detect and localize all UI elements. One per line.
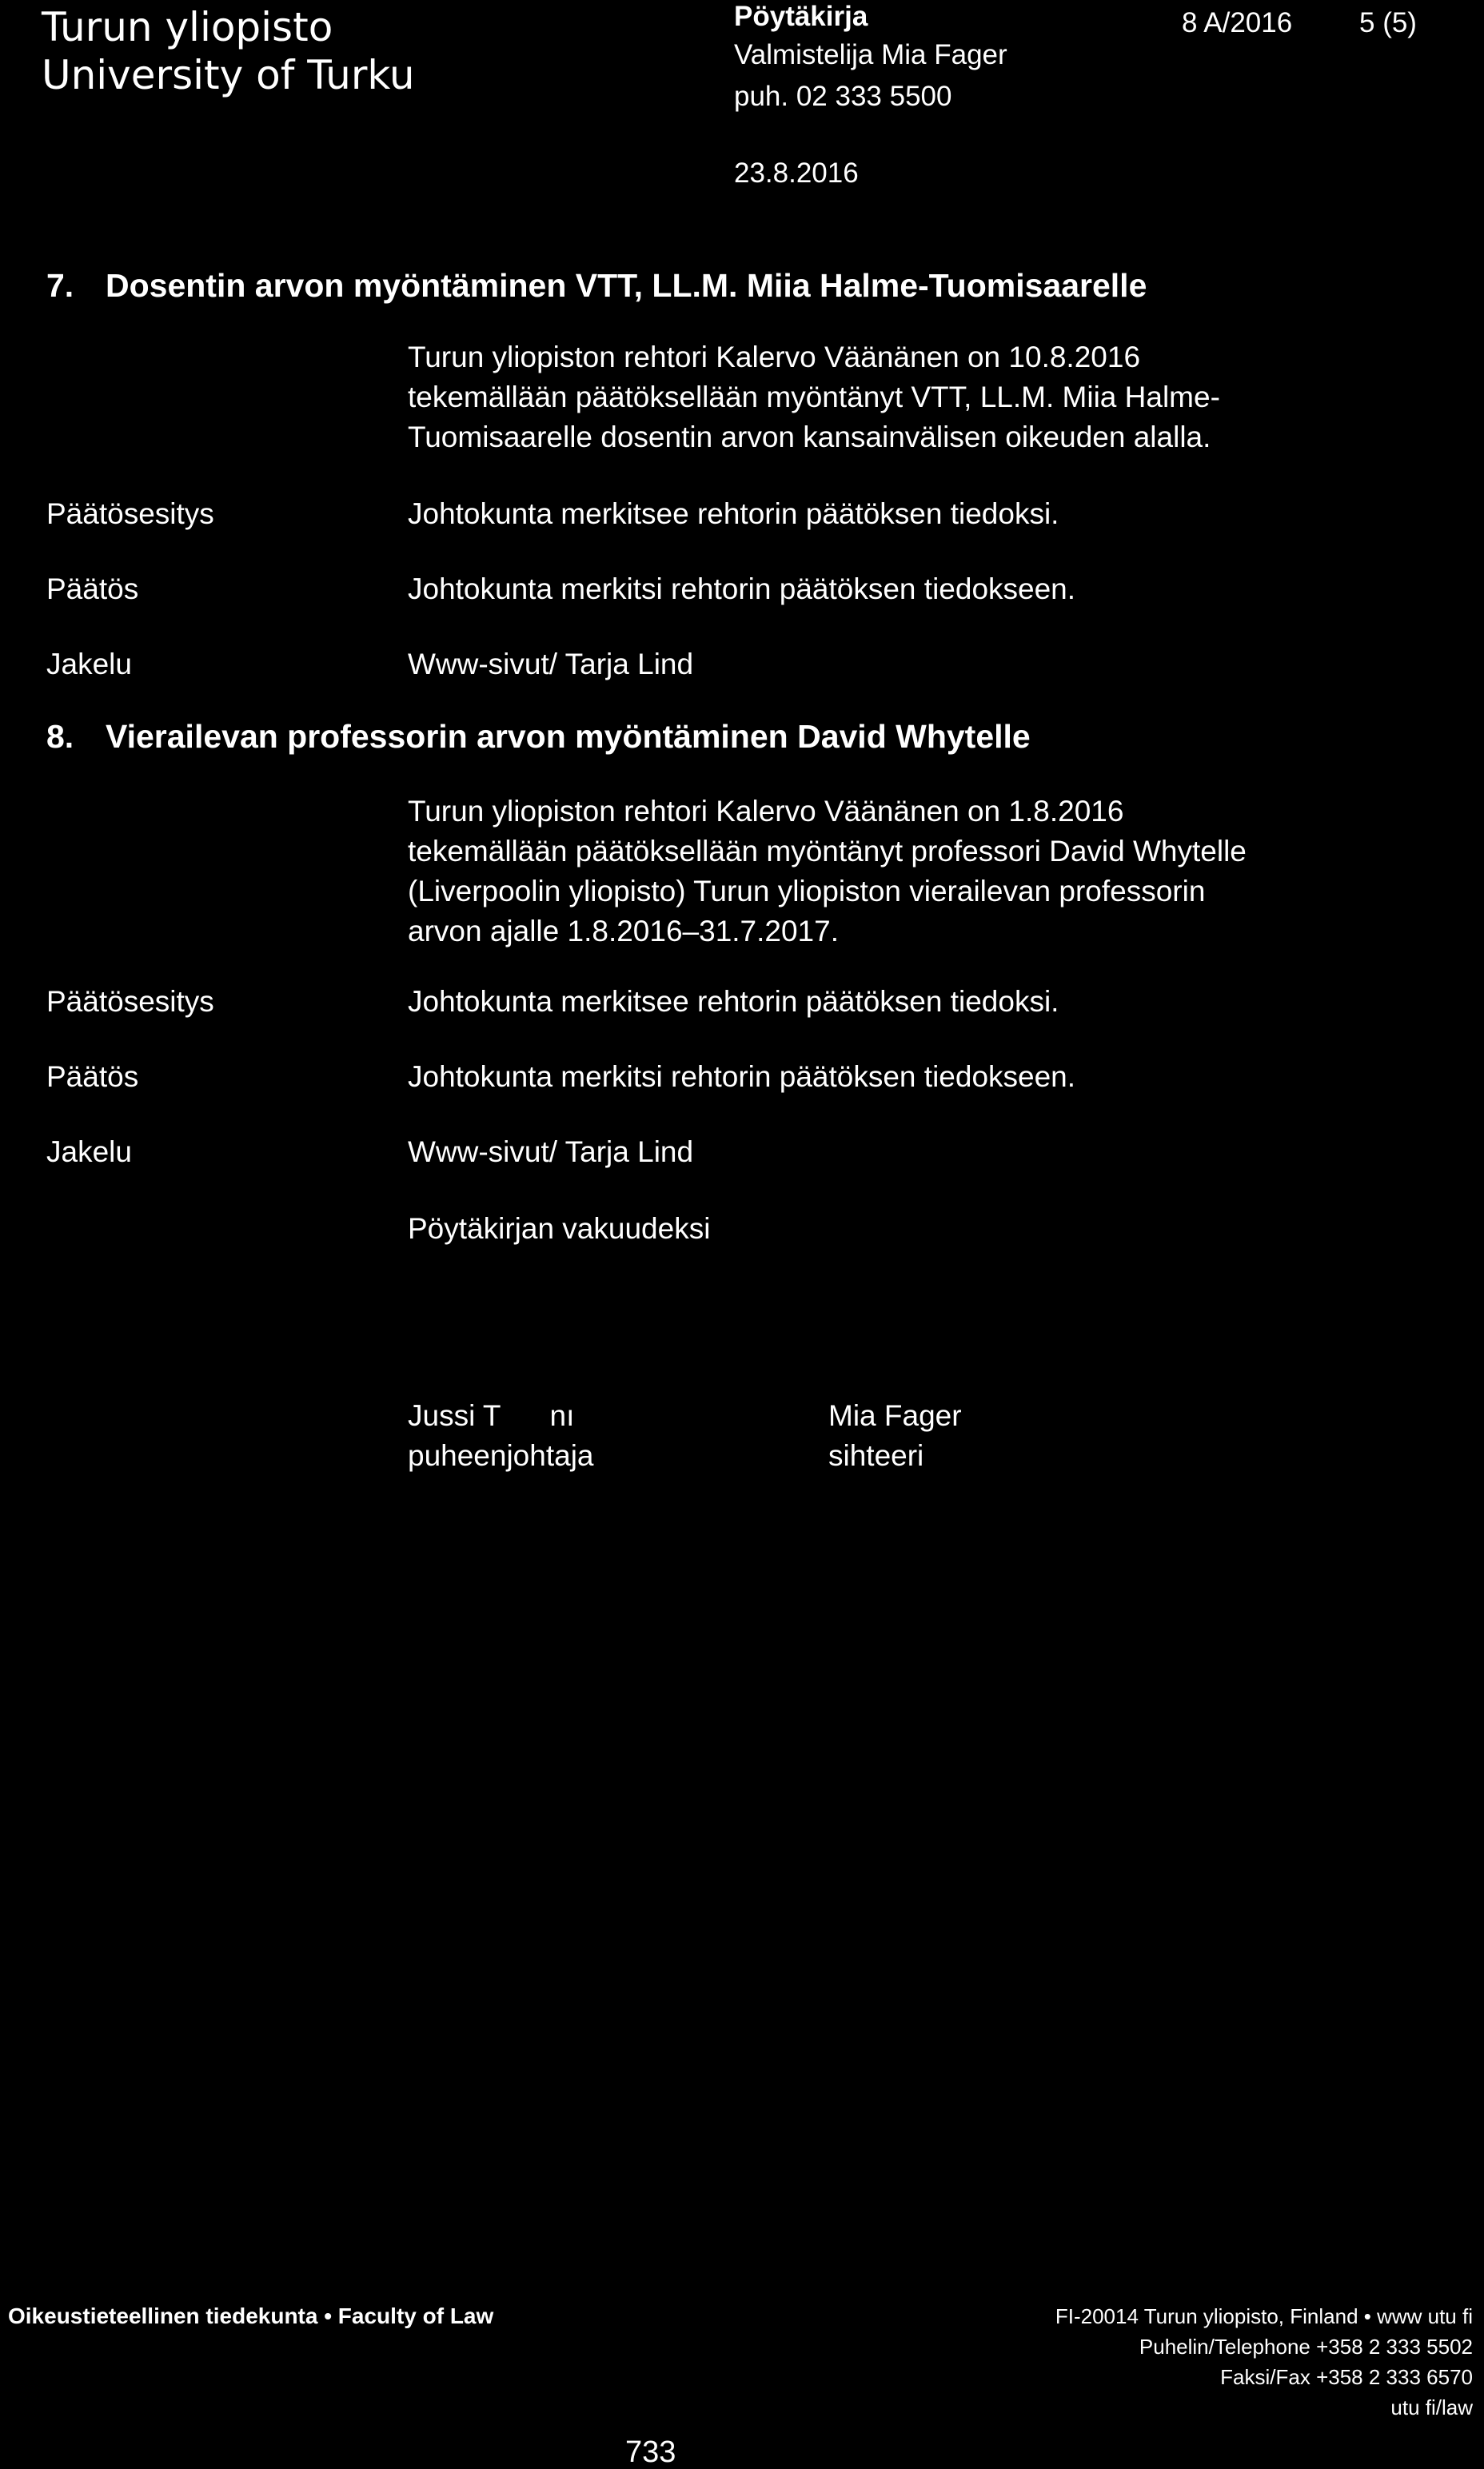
section-title [46, 265, 1147, 305]
phone-number: puh. 02 333 5500 [734, 81, 952, 112]
signatory-name: Jussi T nı [408, 1399, 575, 1432]
university-name-fi: Turun yliopisto [42, 4, 333, 50]
row-value: Johtokunta merkitsi rehtorin päätöksen tiedokseen. [408, 1060, 1076, 1093]
body-line: Turun yliopiston rehtori Kalervo Väänänen on 10.8.2016 [408, 341, 1141, 373]
faculty-name: Oikeustieteellinen tiedekunta • Faculty of Law [8, 2303, 494, 2328]
section-number: 8. [46, 718, 74, 755]
document-number: 8 A/2016 [1182, 7, 1293, 38]
row-label: Päätös [46, 1060, 139, 1093]
contact-block [1055, 2301, 1473, 2423]
attestation-text: Pöytäkirjan vakuudeksi [408, 1212, 711, 1245]
body-line: Tuomisaarelle dosentin arvon kansainvälisen oikeuden alalla. [408, 421, 1211, 453]
body-line: tekemällään päätöksellään myöntänyt professori David Whytelle [408, 835, 1247, 868]
section-body [408, 337, 1220, 457]
row-label: Päätösesitys [46, 985, 214, 1018]
address-line: FI-20014 Turun yliopisto, Finland • www utu fi [1055, 2304, 1473, 2328]
fax-line: Faksi/Fax +358 2 333 6570 [1220, 2365, 1473, 2389]
row-value: Johtokunta merkitsee rehtorin päätöksen tiedoksi. [408, 985, 1059, 1018]
body-line: Turun yliopiston rehtori Kalervo Väänänen on 1.8.2016 [408, 795, 1124, 828]
page-indicator: 5 (5) [1359, 7, 1417, 38]
body-line: (Liverpoolin yliopisto) Turun yliopiston vierailevan professorin [408, 875, 1206, 907]
web-line: utu fi/law [1390, 2395, 1473, 2419]
page-number: 733 [625, 2435, 676, 2469]
row-value: Www-sivut/ Tarja Lind [408, 648, 694, 680]
row-value: Johtokunta merkitsee rehtorin päätöksen tiedoksi. [408, 497, 1059, 530]
university-name-en: University of Turku [42, 52, 415, 98]
section-body [408, 792, 1247, 951]
row-label: Jakelu [46, 1135, 132, 1168]
section-heading: Vierailevan professorin arvon myöntäminen David Whytelle [106, 718, 1031, 755]
document-type: Pöytäkirja [734, 1, 868, 32]
signatory-name: Mia Fager [828, 1399, 962, 1432]
prepared-by: Valmistelija Mia Fager [734, 39, 1007, 70]
row-label: Päätös [46, 572, 139, 605]
telephone-line: Puhelin/Telephone +358 2 333 5502 [1139, 2335, 1473, 2359]
row-value: Johtokunta merkitsi rehtorin päätöksen tiedokseen. [408, 572, 1076, 605]
row-value: Www-sivut/ Tarja Lind [408, 1135, 694, 1168]
signatory-role: puheenjohtaja [408, 1439, 594, 1472]
section-title [46, 716, 1031, 756]
section-number: 7. [46, 267, 74, 304]
row-label: Päätösesitys [46, 497, 214, 530]
row-label: Jakelu [46, 648, 132, 680]
section-heading: Dosentin arvon myöntäminen VTT, LL.M. Miia Halme-Tuomisaarelle [106, 267, 1147, 304]
body-line: arvon ajalle 1.8.2016–31.7.2017. [408, 915, 839, 947]
body-line: tekemällään päätöksellään myöntänyt VTT, LL.M. Miia Halme- [408, 381, 1220, 413]
signatory-role: sihteeri [828, 1439, 924, 1472]
meeting-date: 23.8.2016 [734, 158, 859, 189]
